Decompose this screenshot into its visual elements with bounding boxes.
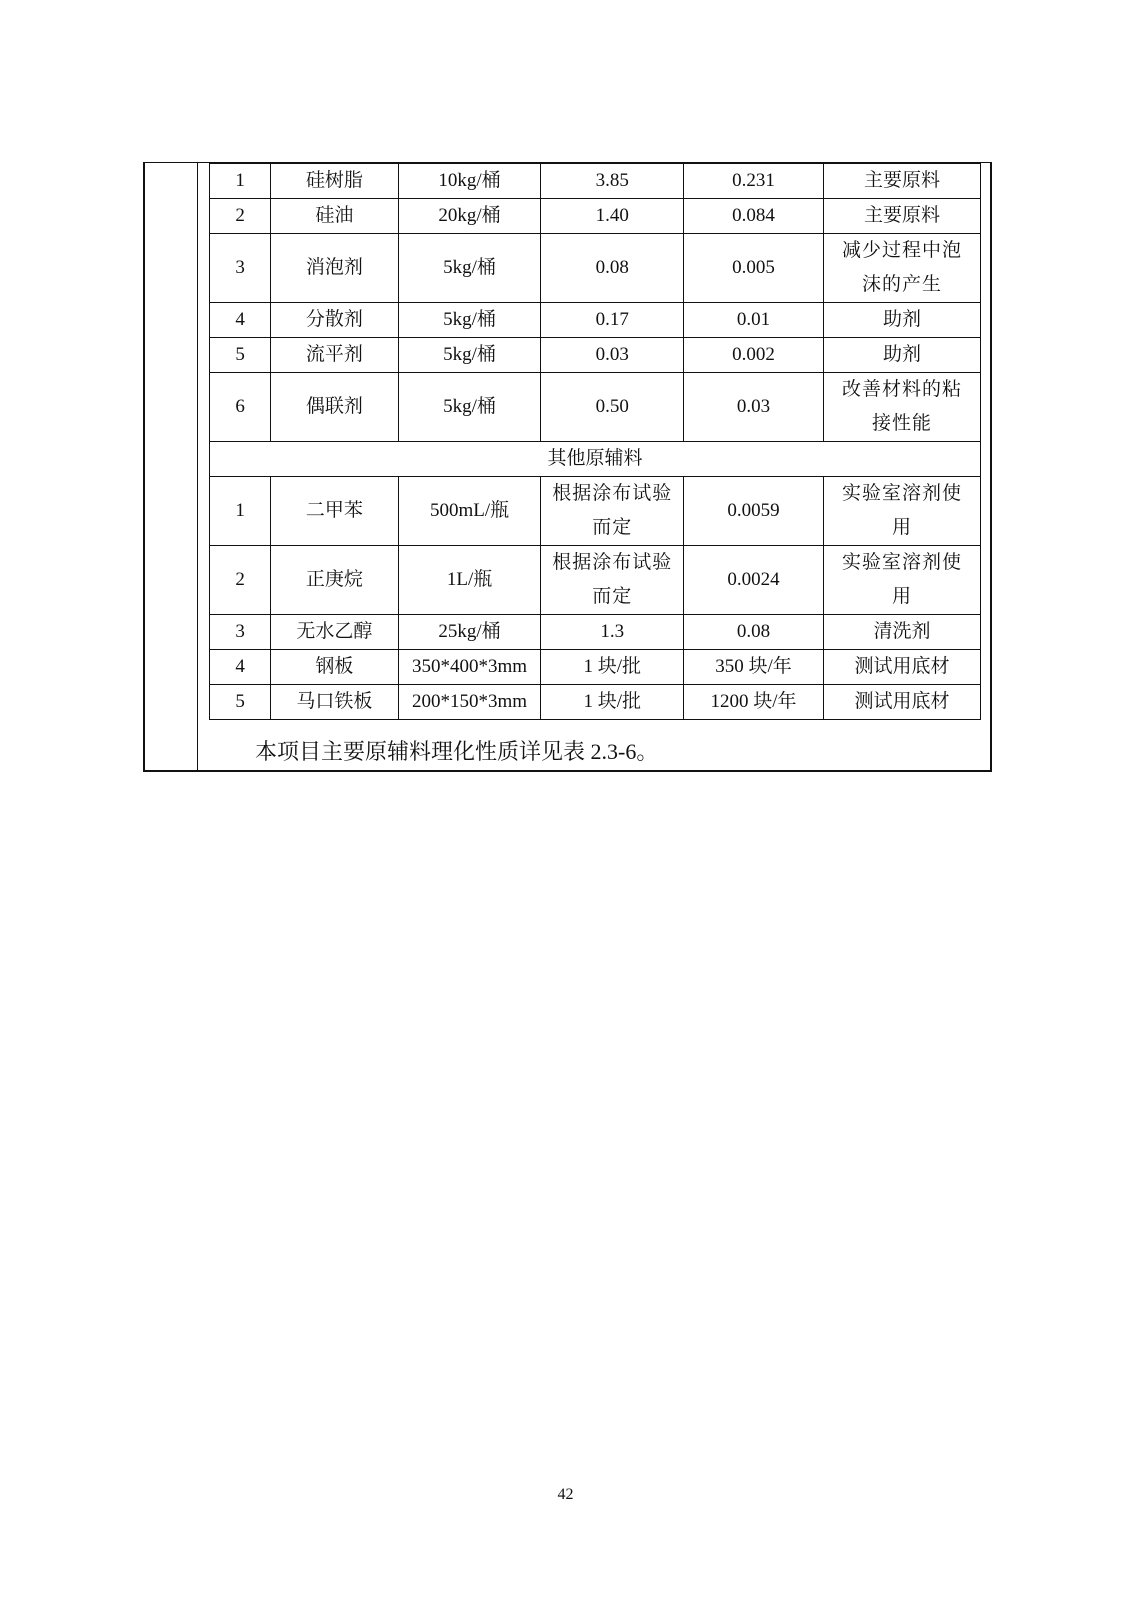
material-usage: 0.08 <box>541 234 684 303</box>
material-purpose: 主要原料 <box>823 199 980 234</box>
row-no: 1 <box>210 164 271 199</box>
material-spec: 20kg/桶 <box>398 199 541 234</box>
usage-line: 根据涂布试验 <box>552 552 673 573</box>
material-spec: 350*400*3mm <box>398 650 541 685</box>
table-row <box>210 615 981 650</box>
table-row <box>210 477 981 546</box>
material-purpose: 助剂 <box>823 338 980 373</box>
material-usage: 1.40 <box>541 199 684 234</box>
note-text: 本项目主要原辅料理化性质详见表 2.3-6。 <box>255 739 659 764</box>
row-no: 4 <box>210 650 271 685</box>
material-name: 偶联剂 <box>271 373 398 442</box>
table-row <box>210 199 981 234</box>
purpose-line: 实验室溶剂使 <box>841 552 962 573</box>
purpose-line: 改善材料的粘 <box>841 379 962 400</box>
material-name: 二甲苯 <box>271 477 398 546</box>
material-usage: 0.03 <box>541 338 684 373</box>
material-usage: 0.50 <box>541 373 684 442</box>
material-spec: 5kg/桶 <box>398 373 541 442</box>
material-name: 流平剂 <box>271 338 398 373</box>
frame-divider <box>197 163 198 770</box>
material-purpose <box>823 373 980 442</box>
table-row <box>210 234 981 303</box>
material-spec: 25kg/桶 <box>398 615 541 650</box>
material-name: 硅油 <box>271 199 398 234</box>
outer-frame <box>143 162 992 772</box>
material-usage: 0.17 <box>541 303 684 338</box>
page-number: 42 <box>557 1486 574 1503</box>
table-row <box>210 650 981 685</box>
table-row <box>210 685 981 720</box>
table-row <box>210 164 981 199</box>
material-usage: 1.3 <box>541 615 684 650</box>
materials-table <box>209 163 981 720</box>
row-no: 2 <box>210 546 271 615</box>
purpose-line: 实验室溶剂使 <box>841 483 962 504</box>
material-name: 消泡剂 <box>271 234 398 303</box>
material-amount: 0.231 <box>684 164 824 199</box>
material-amount: 0.002 <box>684 338 824 373</box>
section-header-row <box>210 442 981 477</box>
material-spec: 5kg/桶 <box>398 234 541 303</box>
row-no: 5 <box>210 685 271 720</box>
material-amount: 0.0024 <box>684 546 824 615</box>
material-usage <box>541 546 684 615</box>
usage-line: 而定 <box>592 586 633 607</box>
material-spec: 5kg/桶 <box>398 303 541 338</box>
purpose-line: 减少过程中泡 <box>841 240 962 261</box>
material-purpose: 清洗剂 <box>823 615 980 650</box>
purpose-line: 用 <box>891 586 912 607</box>
material-amount: 0.005 <box>684 234 824 303</box>
row-no: 3 <box>210 615 271 650</box>
purpose-line: 沫的产生 <box>861 274 942 295</box>
material-usage: 1 块/批 <box>541 650 684 685</box>
material-usage: 1 块/批 <box>541 685 684 720</box>
material-name: 钢板 <box>271 650 398 685</box>
material-amount: 0.03 <box>684 373 824 442</box>
table-row <box>210 303 981 338</box>
material-name: 分散剂 <box>271 303 398 338</box>
usage-line: 根据涂布试验 <box>552 483 673 504</box>
table-row <box>210 373 981 442</box>
purpose-line: 用 <box>891 517 912 538</box>
row-no: 3 <box>210 234 271 303</box>
material-spec: 1L/瓶 <box>398 546 541 615</box>
material-amount: 0.01 <box>684 303 824 338</box>
material-name: 硅树脂 <box>271 164 398 199</box>
row-no: 5 <box>210 338 271 373</box>
section-title: 其他原辅料 <box>210 442 981 477</box>
material-amount: 350 块/年 <box>684 650 824 685</box>
material-name: 正庚烷 <box>271 546 398 615</box>
material-purpose <box>823 477 980 546</box>
material-amount: 0.08 <box>684 615 824 650</box>
row-no: 1 <box>210 477 271 546</box>
row-no: 6 <box>210 373 271 442</box>
material-spec: 200*150*3mm <box>398 685 541 720</box>
material-spec: 10kg/桶 <box>398 164 541 199</box>
table-row <box>210 546 981 615</box>
material-purpose: 测试用底材 <box>823 650 980 685</box>
row-no: 2 <box>210 199 271 234</box>
material-amount: 0.0059 <box>684 477 824 546</box>
material-spec: 5kg/桶 <box>398 338 541 373</box>
material-purpose: 测试用底材 <box>823 685 980 720</box>
material-name: 无水乙醇 <box>271 615 398 650</box>
material-purpose <box>823 546 980 615</box>
row-no: 4 <box>210 303 271 338</box>
table-row <box>210 338 981 373</box>
material-usage <box>541 477 684 546</box>
material-amount: 1200 块/年 <box>684 685 824 720</box>
material-name: 马口铁板 <box>271 685 398 720</box>
material-usage: 3.85 <box>541 164 684 199</box>
material-purpose: 主要原料 <box>823 164 980 199</box>
material-amount: 0.084 <box>684 199 824 234</box>
material-purpose: 助剂 <box>823 303 980 338</box>
usage-line: 而定 <box>592 517 633 538</box>
material-purpose <box>823 234 980 303</box>
material-spec: 500mL/瓶 <box>398 477 541 546</box>
purpose-line: 接性能 <box>871 413 932 434</box>
